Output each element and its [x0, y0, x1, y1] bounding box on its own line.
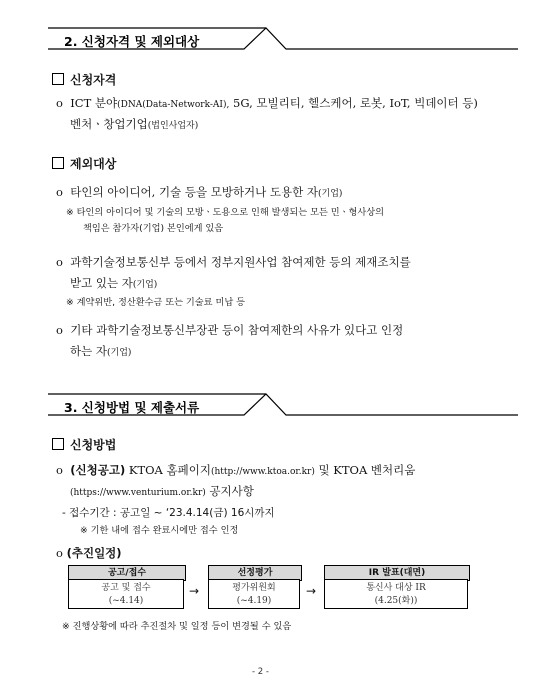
step-1-header: 공고/접수: [68, 565, 186, 581]
section-2-title: 2. 신청자격 및 제외대상: [64, 34, 200, 49]
exclusion-heading: 제외대상: [52, 155, 116, 172]
exclusion-item-3-line2: 하는 자(기업): [70, 344, 132, 358]
checkbox-square-icon: [52, 73, 64, 85]
step-3-header: IR 발표(대면): [324, 565, 470, 581]
schedule-note: ※ 진행상황에 따라 추진절차 및 일정 등이 변경될 수 있음: [62, 621, 292, 632]
step-2-header: 선정평가: [208, 565, 302, 581]
ktoa-url-link[interactable]: (http://www.ktoa.or.kr): [210, 467, 315, 477]
eligibility-heading: 신청자격: [52, 71, 116, 88]
checkbox-square-icon: [52, 438, 64, 450]
announce-line2: (https://www.venturium.or.kr) 공지사항: [70, 484, 254, 498]
step-2-box: 평가위원회 (~4.19): [208, 579, 300, 609]
step-3-box: 통신사 대상 IR (4.25(화)): [324, 579, 468, 609]
section-3-title: 3. 신청방법 및 제출서류: [64, 400, 200, 415]
application-period-note: ※ 기한 내에 접수 완료시에만 접수 인정: [80, 525, 239, 536]
page-number: - 2 -: [252, 667, 269, 677]
exclusion-item-2-line1: o 과학기술정보통신부 등에서 정부지원사업 참여제한 등의 제재조치를: [56, 255, 411, 269]
exclusion-item-1: o 타인의 아이디어, 기술 등을 모방하거나 도용한 자(기업): [56, 185, 343, 199]
method-heading: 신청방법: [52, 436, 116, 453]
exclusion-item-1-note-1: ※ 타인의 아이디어 및 기술의 모방ㆍ도용으로 인해 발생되는 모든 민ㆍ형사상의: [66, 207, 384, 218]
step-1-box: 공고 및 접수 (~4.14): [68, 579, 184, 609]
announce-line1: o (신청공고) KTOA 홈페이지(http://www.ktoa.or.kr) 및 KTOA 벤처리움: [56, 463, 416, 477]
eligibility-line2: 벤처ㆍ창업기업(법인사업자): [70, 117, 199, 131]
schedule-label: o (추진일정): [56, 546, 122, 560]
exclusion-item-1-note-2: 책임은 참가자(기업) 본인에게 있음: [83, 223, 224, 234]
arrow-right-icon: →: [189, 584, 200, 598]
venturium-url-link[interactable]: (https://www.venturium.or.kr): [70, 488, 206, 498]
exclusion-item-2-line2: 받고 있는 자(기업): [70, 276, 158, 290]
eligibility-line1: o ICT 분야(DNA(Data-Network-AI), 5G, 모빌리티, 헬스케어, 로봇, IoT, 빅데이터 등): [56, 96, 478, 110]
checkbox-square-icon: [52, 157, 64, 169]
application-period: - 접수기간 : 공고일 ~ ‘23.4.14(금) 16시까지: [62, 507, 275, 519]
arrow-right-icon: →: [306, 584, 317, 598]
exclusion-item-3-line1: o 기타 과학기술정보통신부장관 등이 참여제한의 사유가 있다고 인정: [56, 323, 404, 337]
exclusion-item-2-note: ※ 계약위반, 정산환수금 또는 기술료 미납 등: [66, 297, 246, 308]
